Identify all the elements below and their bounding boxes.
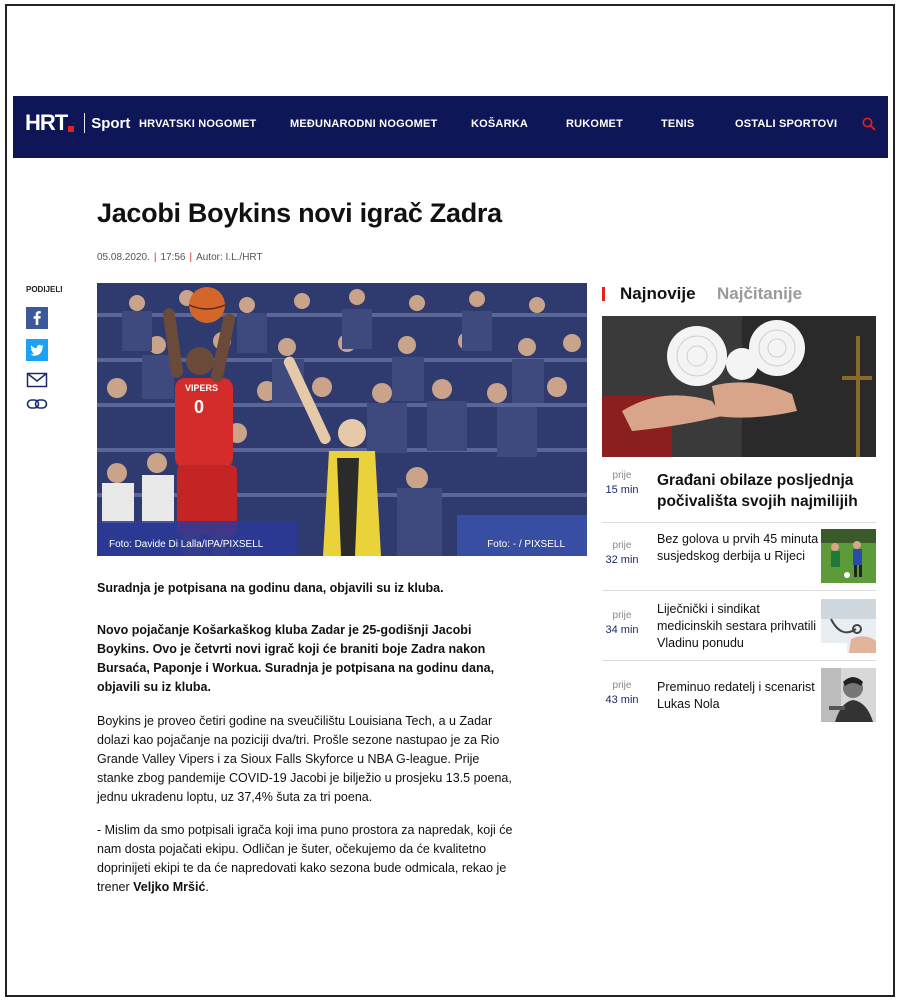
facebook-share-button[interactable] xyxy=(26,307,48,329)
quote-coach-name: Veljko Mršić xyxy=(133,880,206,894)
quote-end: . xyxy=(205,880,209,894)
twitter-icon xyxy=(26,339,48,361)
hrt-sport-logo[interactable] xyxy=(25,110,130,136)
nav-item-ostali-sportovi[interactable]: OSTALI SPORTOVI xyxy=(735,118,838,130)
tab-najnovije[interactable]: Najnovije xyxy=(620,284,696,303)
news-divider xyxy=(602,590,876,591)
meta-separator: | xyxy=(189,252,193,263)
search-icon[interactable] xyxy=(862,117,876,131)
article-author: Autor: I.L./HRT xyxy=(196,252,263,263)
news-minutes: 34 min xyxy=(605,624,639,636)
article-lead: Suradnja je potpisana na godinu dana, objavili su iz kluba. xyxy=(97,581,444,595)
logo-red-dot xyxy=(68,126,74,132)
news-minutes: 15 min xyxy=(605,484,639,496)
svg-text:VIPERS: VIPERS xyxy=(185,383,219,393)
nav-item-medjunarodni-nogomet[interactable]: MEĐUNARODNI NOGOMET xyxy=(290,118,438,130)
twitter-share-button[interactable] xyxy=(26,339,48,361)
logo-sport-text: Sport xyxy=(91,114,131,132)
portrait-thumb xyxy=(821,668,876,722)
news-prije: prije xyxy=(612,680,632,691)
news-divider xyxy=(602,522,876,523)
article-photo[interactable] xyxy=(97,283,587,556)
news-headline: Preminuo redatelj i scenarist Lukas Nola xyxy=(657,680,815,711)
copy-link-button[interactable] xyxy=(26,397,48,411)
tab-accent-marker xyxy=(602,287,605,301)
photo-caption-left: Foto: Davide Di Lalla/IPA/PIXSELL xyxy=(109,539,264,550)
article-time: 17:56 xyxy=(160,252,186,263)
news-time xyxy=(602,470,642,496)
news-headline: Bez golova u prvih 45 minuta susjedskog derbija u Rijeci xyxy=(657,532,819,563)
news-headline: Liječnički i sindikat medicinskih sestara prihvatili Vladinu ponudu xyxy=(657,602,817,650)
article-quote xyxy=(97,821,517,897)
football-thumb xyxy=(821,529,876,583)
nav-item-kosarka[interactable]: KOŠARKA xyxy=(471,118,529,130)
share-label: PODIJELI xyxy=(26,285,63,294)
nav-item-hrvatski-nogomet[interactable]: HRVATSKI NOGOMET xyxy=(139,118,257,130)
quote-text: - Mislim da smo potpisali igrača koji ima puno prostora za napredak, koji će nam dosta pojačati ekipu. Odličan je šuter, očekujemo da će kvalitetno doprinijeti ekipi te da će napredovati kako sezona bude odmicala, rekao je trener xyxy=(97,823,513,894)
basketball-photo-illustration xyxy=(97,283,587,556)
logo-separator xyxy=(84,113,85,133)
facebook-icon xyxy=(26,307,48,329)
news-headline: Građani obilaze posljednja počivališta svojih najmilijih xyxy=(657,472,858,510)
news-thumbnail xyxy=(821,529,876,583)
article-date: 05.08.2020. xyxy=(97,252,150,263)
nav-item-rukomet[interactable]: RUKOMET xyxy=(566,118,624,130)
news-thumbnail xyxy=(821,668,876,722)
article-meta xyxy=(97,252,263,263)
news-prije: prije xyxy=(612,610,632,621)
news-prije: prije xyxy=(612,470,632,481)
news-time xyxy=(602,540,642,566)
news-minutes: 32 min xyxy=(605,554,639,566)
flowers-illustration xyxy=(602,316,876,457)
news-item-4[interactable] xyxy=(602,668,876,724)
link-icon xyxy=(26,397,48,411)
svg-text:0: 0 xyxy=(194,397,205,417)
meta-separator: | xyxy=(153,252,157,263)
news-prije: prije xyxy=(612,540,632,551)
top-navigation xyxy=(13,96,888,158)
news-item-1[interactable] xyxy=(602,470,876,520)
article-paragraph-1: Boykins je proveo četiri godine na sveučilištu Louisiana Tech, a u Zadar dolazi kao pojačanje na poziciji dva/tri. Prošle sezone nastupao je za Rio Grande Valley Vipers i za Sioux Falls Skyforce u NBA G-league. Prije stanke zbog pandemije COVID-19 Jacobi je bilježio u prosjeku 13.5 poena, jednu ukradenu loptu, uz 37,4% šuta za tri poena. xyxy=(97,714,512,804)
article-title: Jacobi Boykins novi igrač Zadra xyxy=(97,198,502,228)
news-item-2[interactable] xyxy=(602,528,876,586)
news-minutes: 43 min xyxy=(605,694,639,706)
article-intro: Novo pojačanje Košarkaškog kluba Zadar je 25-godišnji Jacobi Boykins. Ovo je četvrti novi igrač koji će braniti boje Zadra nakon Bursaća, Paponje i Workua. Suradnja je potpisana na godinu dana, objavili su iz kluba. xyxy=(97,623,495,694)
medical-thumb xyxy=(821,599,876,653)
nav-item-tenis[interactable]: TENIS xyxy=(661,118,695,130)
news-divider xyxy=(602,660,876,661)
email-share-button[interactable] xyxy=(26,372,48,388)
news-thumbnail xyxy=(821,599,876,653)
news-item-3[interactable] xyxy=(602,598,876,656)
photo-caption-right: Foto: - / PIXSELL xyxy=(487,539,565,550)
logo-hrt-text: HRT xyxy=(25,110,68,135)
news-time xyxy=(602,680,642,706)
mail-icon xyxy=(26,372,48,388)
featured-news-image[interactable] xyxy=(602,316,876,457)
tab-najcitanije[interactable]: Najčitanije xyxy=(717,284,803,303)
news-time xyxy=(602,610,642,636)
